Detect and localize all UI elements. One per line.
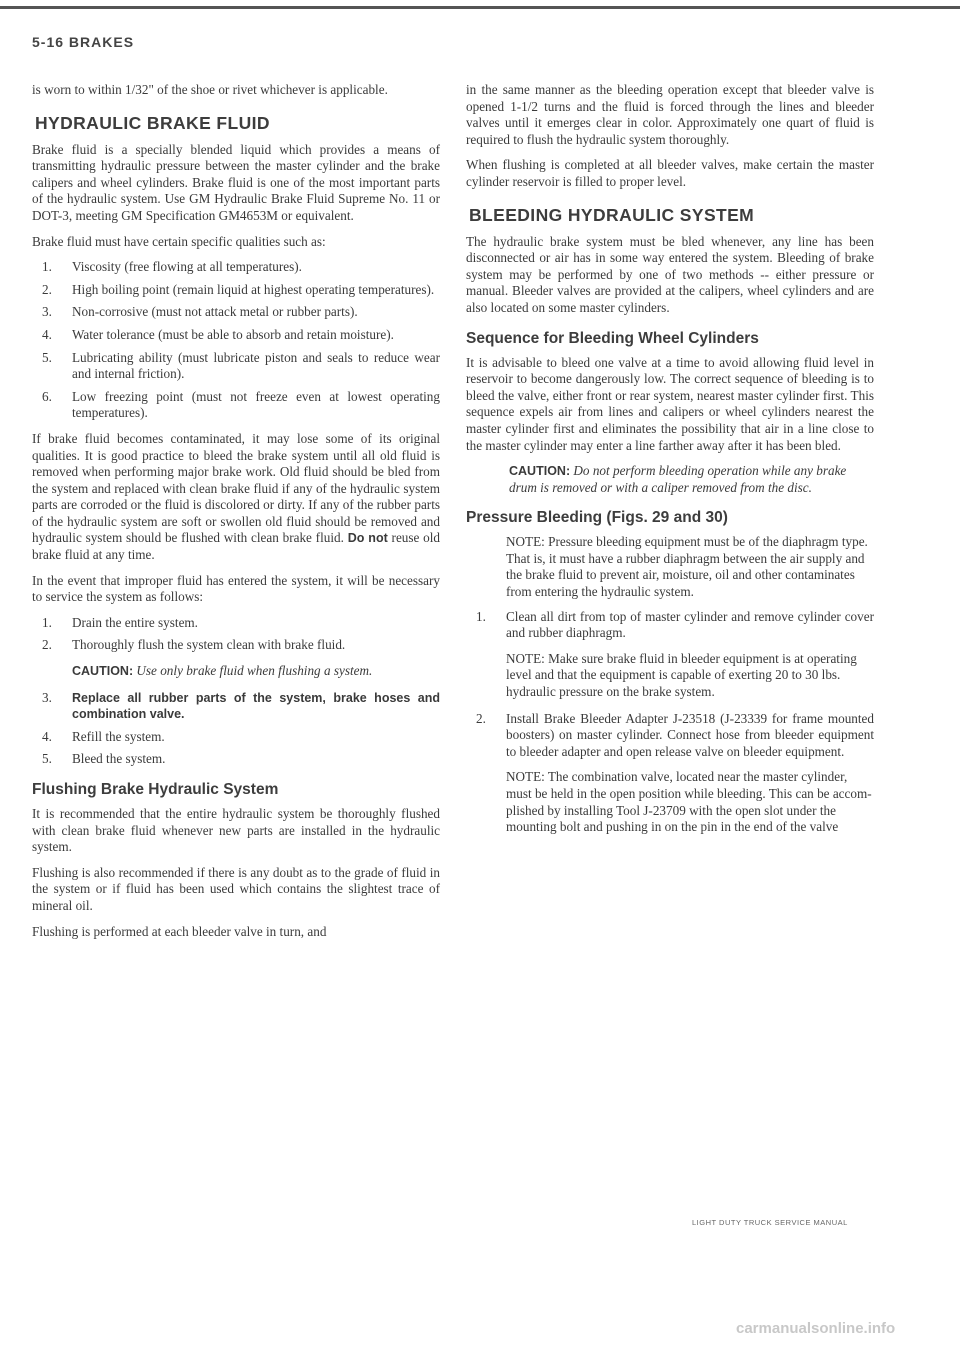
heading-bleeding-hydraulic-system: BLEEDING HYDRAULIC SYSTEM [469, 204, 755, 225]
continuation-paragraph: in the same manner as the bleeding operation except that bleeder valve is opened 1-1/2 turns and the fluid is forced through the lines and bleeder valves until it emerges clear in color. Approximately one quart of fluid is required to flush the hydraulic system thoroughly. [466, 82, 874, 147]
list-item [32, 350, 440, 383]
heading-sequence: Sequence for Bleeding Wheel Cylinders [466, 329, 759, 347]
list-number: 3. [42, 304, 52, 320]
caution-label: CAUTION: [72, 664, 134, 679]
list-text: Thoroughly flush the system clean with brake fluid. [72, 637, 346, 653]
list-text: Drain the entire system. [72, 614, 198, 630]
list-item [466, 711, 874, 761]
page-header: 5-16 BRAKES [32, 34, 135, 50]
list-text: Bleed the system. [72, 751, 166, 767]
list-text: Viscosity (free flowing at all temperatures). [72, 259, 302, 275]
heading-pressure-bleeding: Pressure Bleeding (Figs. 29 and 30) [466, 509, 728, 527]
heading-flushing: Flushing Brake Hydraulic System [32, 781, 279, 798]
caution-bleeding [509, 463, 854, 496]
list-number: 5. [42, 751, 52, 767]
pressure-steps-2 [466, 711, 874, 761]
list-item [32, 259, 440, 276]
contamination-text: If brake fluid becomes contaminated, it may lose some of its original qualities. It is good practice to bleed the brake system until all old fluid is removed when performing major brake work. Old fluid should be bled from the system and replaced with clean brake fluid if any of the hydraulic system parts are corroded or the fluid is discolored or dirty. If any of the rubber parts of the hydraulic system are soft or swollen old fluid should be removed and hydraulic system should be flushed with clean brake fluid. [32, 430, 440, 546]
service-steps-list [32, 615, 440, 654]
note-combination-valve: NOTE: The combination valve, located near the master cylinder, must be held in the open position while bleeding. This can be accom-plished by installing Tool J-23709 with the open slot under the mounting bolt and pushing in on the pin in the end of the valve [506, 769, 872, 835]
list-number: 5. [42, 349, 52, 365]
heading-hydraulic-brake-fluid: HYDRAULIC BRAKE FLUID [35, 112, 270, 133]
list-number: 2. [476, 710, 486, 726]
list-text: High boiling point (remain liquid at highest operating temperatures). [72, 281, 435, 297]
completion-paragraph: When flushing is completed at all bleeder valves, make certain the master cylinder reservoir is filled to proper level. [466, 157, 874, 189]
caution-label: CAUTION: [509, 464, 571, 479]
list-number: 1. [476, 608, 486, 624]
caution-text: Use only brake fluid when flushing a system. [136, 663, 373, 679]
list-item [32, 751, 440, 768]
sequence-paragraph: It is advisable to bleed one valve at a time to avoid allowing fluid level in reservoir to become dangerously low. The correct sequence of bleeding is to bleed the valve, either front or rear system, nearest master cylinder first. This sequence expels air from lines and calipers or wheel cylinders nearest the master cylinder first and eliminates the possibility that air in a line close to the master cylinder may enter a line farther away after it has been bled. [466, 354, 874, 453]
pressure-steps-1 [466, 609, 874, 642]
list-number: 1. [42, 614, 52, 630]
list-number: 4. [42, 326, 52, 342]
list-item [32, 389, 440, 422]
note-diaphragm: NOTE: Pressure bleeding equipment must be of the diaphragm type. That is, it must have a rubber diaphragm between the air supply and the brake fluid to prevent air, moisture, oil and other contaminates from entering the hydraulic system. [506, 534, 868, 600]
list-text-bold: Replace all rubber parts of the system, brake hoses and combination valve. [72, 690, 440, 722]
list-text: Non-corrosive (must not attack metal or rubber parts). [72, 304, 358, 320]
service-steps-list-2 [32, 690, 440, 768]
list-number: 2. [42, 637, 52, 653]
flushing-paragraph-2: Flushing is also recommended if there is any doubt as to the grade of fluid in the system or if fluid has been used which contains the slightest trace of mineral oil. [32, 864, 440, 913]
list-text: Low freezing point (must not freeze even at lowest operating temperatures). [72, 388, 440, 421]
list-item [32, 327, 440, 344]
contamination-paragraph [32, 431, 440, 564]
footer-manual-title: LIGHT DUTY TRUCK SERVICE MANUAL [692, 1218, 848, 1227]
caution-text: Do not perform bleeding operation while any brake drum is removed or with a caliper removed from the disc. [509, 463, 847, 495]
list-item [32, 690, 440, 723]
list-text: Refill the system. [72, 728, 165, 744]
contamination-text-end: reuse old brake fluid at any time. [32, 530, 441, 563]
caution-flushing [72, 663, 440, 680]
list-number: 4. [42, 728, 52, 744]
list-number: 6. [42, 388, 52, 404]
fluid-paragraph-1: Brake fluid is a specially blended liquid which provides a means of transmitting hydraulic pressure between the master cylinder and the brake calipers and wheel cylinders. Brake fluid is one of the most important parts of the hydraulic system. Use GM Hydraulic Brake Fluid Supreme No. 11 or DOT-3, meeting GM Specification GM4653M or equivalent. [32, 141, 440, 223]
list-text: Clean all dirt from top of master cylinder and remove cylinder cover and rubber diaphragm. [506, 608, 874, 641]
note-fluid-level: NOTE: Make sure brake fluid in bleeder equipment is at operating level and that the equipment is capable of exerting 20 to 30 lbs. hydraulic pressure on the brake system. [506, 650, 857, 700]
bleeding-paragraph: The hydraulic brake system must be bled whenever, any line has been disconnected or air has in some way entered the system. Bleeding of brake system may be performed by one of two methods -- either pressure or manual. Bleeder valves are provided at the calipers, wheel cylinders and are also located on some master cylinders. [466, 233, 874, 315]
list-item [32, 729, 440, 746]
list-text: Water tolerance (must be able to absorb and retain moisture). [72, 326, 394, 342]
fluid-paragraph-2: Brake fluid must have certain specific qualities such as: [32, 233, 326, 249]
list-item [32, 637, 440, 654]
top-rule [0, 6, 960, 9]
intro-paragraph: is worn to within 1/32" of the shoe or rivet whichever is applicable. [32, 82, 388, 97]
qualities-list [32, 259, 440, 422]
event-paragraph: In the event that improper fluid has entered the system, it will be necessary to service the system as follows: [32, 572, 440, 605]
list-text: Install Brake Bleeder Adapter J-23518 (J-23339 for frame mounted boosters) on master cylinder. Connect hose from bleeder equipment to bleeder adapter and open release valve on bleeder equipment. [506, 710, 874, 759]
list-number: 2. [42, 281, 52, 297]
list-text: Lubricating ability (must lubricate piston and seals to reduce wear and internal friction). [72, 349, 440, 382]
list-item [32, 615, 440, 632]
flushing-paragraph-1: It is recommended that the entire hydraulic system be thoroughly flushed with clean brake fluid whenever new parts are installed in the hydraulic system. [32, 806, 440, 855]
watermark: carmanualsonline.info [736, 1320, 896, 1337]
right-column [466, 82, 874, 846]
list-number: 3. [42, 689, 52, 705]
list-item [32, 282, 440, 299]
do-not-emphasis: Do not [347, 531, 388, 546]
flushing-paragraph-3: Flushing is performed at each bleeder valve in turn, and [32, 923, 327, 939]
left-column [32, 82, 440, 949]
list-item [466, 609, 874, 642]
list-number: 1. [42, 259, 52, 275]
list-item [32, 304, 440, 321]
